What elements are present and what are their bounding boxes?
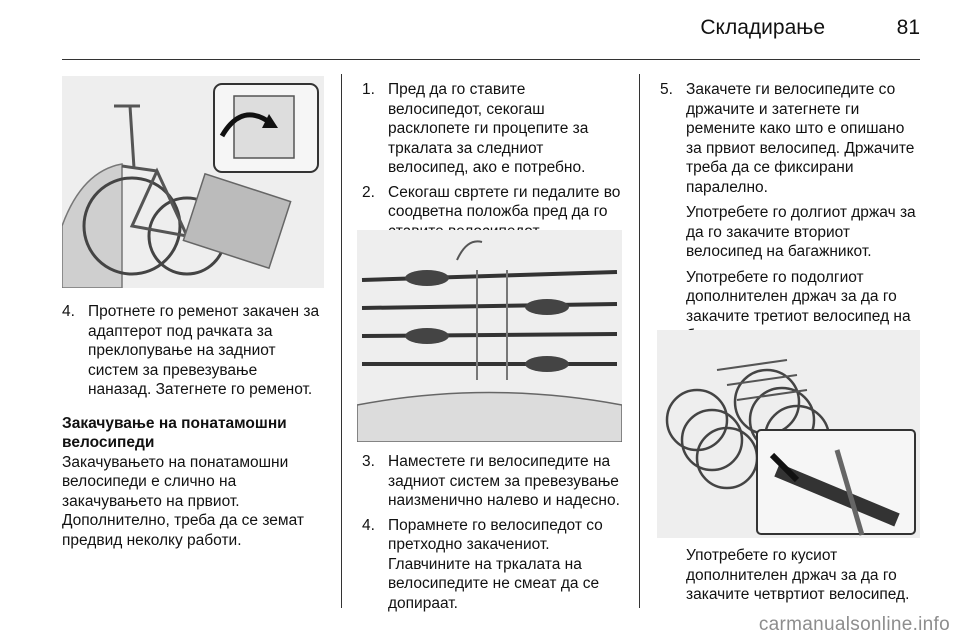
step-text: Наместете ги велосипедите на <box>388 453 611 470</box>
column-divider-right <box>639 74 640 608</box>
step-text: Протнете го ременот закачен за <box>88 303 320 320</box>
note-line: Употребете го долгиот држач за <box>686 204 916 221</box>
note-line: велосипед на багажникот. <box>686 243 872 260</box>
step-text: ремените како што е опишано <box>686 120 905 137</box>
watermark: carmanualsonline.info <box>758 614 950 635</box>
step-text: велосипедот, секогаш <box>388 100 545 118</box>
step-4-left <box>62 302 328 400</box>
step-number: 3. <box>362 453 375 470</box>
step-text: паралелно. <box>686 178 768 196</box>
paragraph-line: закачувањето на првиот. <box>62 492 240 510</box>
step-text: расклопете ги процепите за <box>388 120 589 137</box>
subheading-line: Закачување на понатамошни <box>62 414 287 432</box>
step-text: адаптерот под рачката за <box>88 322 273 340</box>
step-text: преклопување на задниот <box>88 342 276 359</box>
note-line: закачите четвртиот велосипед. <box>686 586 910 603</box>
note-line: Употребете го подолгиот <box>686 268 864 286</box>
bikes-top-view-figure <box>357 230 622 442</box>
note-long-holder <box>660 203 922 262</box>
step-text: задниот систем за превезување <box>388 472 619 490</box>
step-text: за првиот велосипед. Држачите <box>686 139 915 157</box>
subheading <box>62 414 328 453</box>
note-line: дополнителен држач за да го <box>686 288 897 305</box>
step-5 <box>660 80 922 197</box>
step-text: Порамнете го велосипедот со <box>388 516 603 534</box>
step-text: Секогаш свртете ги педалите во <box>388 183 621 201</box>
step-text: наизменично налево и надесно. <box>388 492 620 509</box>
note-line: да го закачите вториот <box>686 223 851 241</box>
subheading-line: велосипеди <box>62 434 155 451</box>
step-text: систем за превезување <box>88 361 258 379</box>
bikes-holder-illustration <box>657 330 920 538</box>
bike-rack-strap-illustration <box>62 76 324 288</box>
step-number: 4. <box>62 303 75 320</box>
step-number: 1. <box>362 81 375 98</box>
bike-rack-strap-figure <box>62 76 324 288</box>
left-column <box>62 302 328 552</box>
step-number: 5. <box>660 81 673 98</box>
note-line: дополнителен држач за да го <box>686 566 897 584</box>
step-text: наназад. Затегнете го ременот. <box>88 381 313 398</box>
right-column-bottom <box>660 546 922 605</box>
step-text: допираат. <box>388 594 458 612</box>
step-text: треба да се фиксирани <box>686 159 854 176</box>
note-short-holder <box>660 546 922 605</box>
step-text: велосипедите не смеат да се <box>388 575 600 592</box>
note-line: Употребете го кусиот <box>686 547 838 564</box>
page-number: 81 <box>896 16 920 39</box>
step-text: претходно закачениот. <box>388 536 550 553</box>
step-4-middle <box>362 516 632 614</box>
section-title: Складирање <box>700 16 825 39</box>
paragraph-line: Закачувањето на понатамошни <box>62 453 289 471</box>
middle-column-bottom <box>362 452 632 618</box>
paragraph-line: велосипеди е слично на <box>62 473 237 490</box>
step-text: тркалата за следниот <box>388 139 544 157</box>
body-paragraph <box>62 453 328 551</box>
step-text: соодветна положба пред да го <box>388 203 608 220</box>
bikes-top-view-illustration <box>357 230 622 442</box>
step-text: Закачете ги велосипедите со <box>686 81 896 98</box>
step-1 <box>362 80 632 178</box>
header-divider <box>62 59 920 60</box>
step-3 <box>362 452 632 511</box>
right-column-top <box>660 80 922 346</box>
paragraph-line: Дополнително, треба да се земат <box>62 512 304 529</box>
step-text: Пред да го ставите <box>388 81 526 98</box>
column-divider-left <box>341 74 342 608</box>
note-line: закачите третиот велосипед на <box>686 307 911 325</box>
middle-column-top <box>362 80 632 246</box>
step-text: велосипед, ако е потребно. <box>388 159 586 176</box>
bikes-holder-figure <box>657 330 920 538</box>
paragraph-line: предвид неколку работи. <box>62 531 242 549</box>
step-number: 4. <box>362 516 375 534</box>
step-text: држачите и затегнете ги <box>686 100 860 118</box>
step-text: Главчините на тркалата на <box>388 555 582 573</box>
step-number: 2. <box>362 183 375 201</box>
